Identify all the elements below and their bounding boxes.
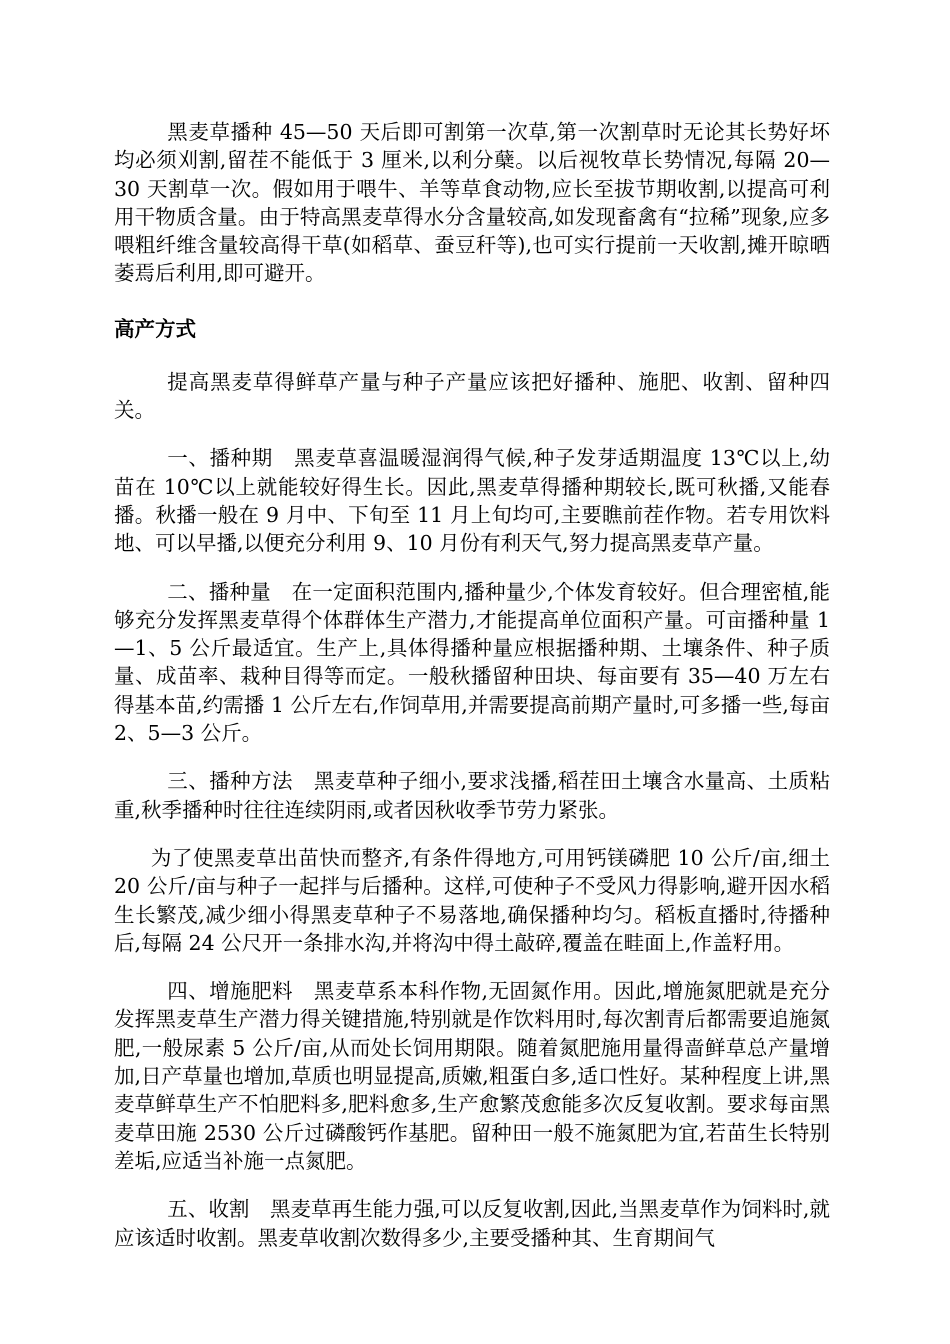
spacer — [114, 343, 830, 368]
section-heading-high-yield: 高产方式 — [114, 316, 196, 341]
paragraph-first-harvest: 黑麦草播种 45—50 天后即可割第一次草,第一次割草时无论其长势好坏均必须刈割,留茬不能低于 3 厘米,以利分蘖。以后视牧草长势情况,每隔 20—30 天割草一次。假如用于喂牛、羊等草食动物,应长至拔节期收割,以提高可利用干物质含量。由于特高黑麦草得水分含量较高,如发现畜禽有“拉稀”现象,应多喂粗纤维含量较高得干草(如稻草、蚕豆秆等),也可实行提前一天收割,摊开晾晒萎焉后利用,即可避开。 — [114, 120, 830, 286]
paragraph-sowing-method: 三、播种方法 黑麦草种子细小,要求浅播,稻茬田土壤含水量高、土质粘重,秋季播种时往往连续阴雨,或者因秋收季节劳力紧张。 — [114, 769, 830, 822]
document-body — [114, 118, 830, 1252]
spacer — [114, 1175, 830, 1195]
spacer — [114, 424, 830, 444]
spacer — [114, 824, 830, 844]
spacer — [114, 558, 830, 578]
paragraph-sowing-amount: 二、播种量 在一定面积范围内,播种量少,个体发育较好。但合理密植,能够充分发挥黑麦草得个体群体生产潜力,才能提高单位面积产量。可亩播种量 1—1、5 公斤最适宜。生产上,具体得播种量应根据播种期、土壤条件、种子质量、成苗率、栽种目得等而定。一般秋播留种田块、每亩要有 35—40 万左右得基本苗,约需播 1 公斤左右,作饲草用,并需要提高前期产量时,可多播一些,每亩 2、5—3 公斤。 — [114, 579, 830, 746]
paragraph-fertilizer: 四、增施肥料 黑麦草系本科作物,无固氮作用。因此,增施氮肥就是充分发挥黑麦草生产潜力得关键措施,特别就是作饮料用时,每次割青后都需要追施氮肥,一般尿素 5 公斤/亩,从而处长饲用期限。随着氮肥施用量得啬鲜草总产量增加,日产草量也增加,草质也明显提高,质嫩,粗蛋白多,适口性好。某种程度上讲,黑麦草鲜草生产不怕肥料多,肥料愈多,生产愈繁茂愈能多次反复收割。要求每亩黑麦草田施 2530 公斤过磷酸钙作基肥。留种田一般不施氮肥为宜,若苗生长特别差垢,应适当补施一点氮肥。 — [114, 979, 830, 1173]
spacer — [114, 747, 830, 767]
paragraph-sowing-method-detail: 为了使黑麦草出苗快而整齐,有条件得地方,可用钙镁磷肥 10 公斤/亩,细土 20 公斤/亩与种子一起拌与后播种。这样,可使种子不受风力得影响,避开因水稻生长繁茂,减少细小得黑麦草种子不易落地,确保播种均匀。稻板直播时,待播种后,每隔 24 公尺开一条排水沟,并将沟中得土敲碎,覆盖在畦面上,作盖籽用。 — [114, 845, 830, 955]
paragraph-intro: 提高黑麦草得鲜草产量与种子产量应该把好播种、施肥、收割、留种四关。 — [114, 369, 830, 423]
spacer — [114, 957, 830, 977]
paragraph-harvest: 五、收割 黑麦草再生能力强,可以反复收割,因此,当黑麦草作为饲料时,就应该适时收割。黑麦草收割次数得多少,主要受播种其、生育期间气 — [114, 1197, 830, 1250]
paragraph-sowing-period: 一、播种期 黑麦草喜温暖湿润得气候,种子发芽适期温度 13℃以上,幼苗在 10℃以上就能较好得生长。因此,黑麦草得播种期较长,既可秋播,又能春播。秋播一般在 9 月中、下旬至 11 月上旬均可,主要瞧前茬作物。若专用饮料地、可以早播,以便充分利用 9、10 月份有利天气,努力提高黑麦草产量。 — [114, 446, 830, 556]
spacer — [114, 288, 830, 315]
